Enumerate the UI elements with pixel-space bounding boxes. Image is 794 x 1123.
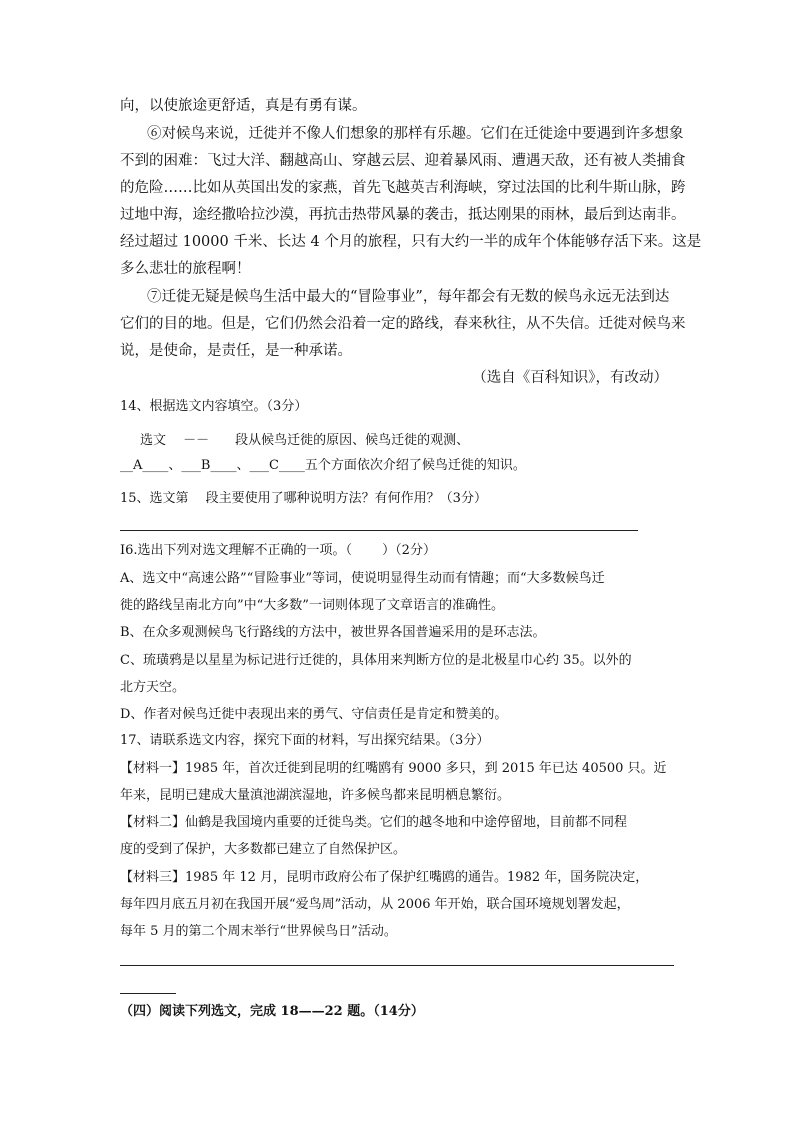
paragraph-6-line: 过地中海，途经撒哈拉沙漠，再抗击热带风暴的袭击，抵达刚果的雨林，最后到达南非。 (120, 207, 686, 223)
paragraph-7-line: ⑦迁徙无疑是候鸟生活中最大的“冒险事业”，每年都会有无数的候鸟永远无法到达 (147, 289, 670, 305)
question-16-title: I6.选出下列对选文理解不正确的一项。（ ）（2分） (120, 543, 436, 558)
paragraph-6-line: 不到的困难：飞过大洋、翻越高山、穿越云层、迎着暴风雨、遭遇天敌，还有被人类捕食 (120, 153, 686, 169)
paragraph-7-line: 说，是使命，是责任，是一种承诺。 (120, 343, 352, 359)
answer-line (120, 530, 638, 531)
section-4-title: （四）阅读下列选文，完成 18——22 题。（14分） (120, 1004, 424, 1019)
paragraph-6-line: ⑥对候鸟来说，迁徙并不像人们想象的那样有乐趣。它们在迁徙途中要遇到许多想象 (147, 126, 684, 142)
paragraph-6-line: 经过超过 10000 千米、长达 4 个月的旅程，只有大约一半的成年个体能够存活下来。这是 (120, 234, 702, 250)
option-c-line: C、琉璜鸦是以星星为标记进行迁徙的，具体用来判断方位的是北极星巾心约 35。以外的 (120, 653, 632, 668)
source-note: （选自《百科知识》，有改动） (472, 370, 668, 386)
answer-line (120, 965, 674, 966)
footnote-divider (120, 993, 176, 994)
material-1-line: 【材料一】1985 年，首次迁徙到昆明的红嘴鸥有 9000 多只，到 2015 年已达 40500 只。近 (120, 761, 667, 776)
question-17-title: 17、请联系选文内容，探究下面的材料，写出探究结果。（3分） (120, 733, 490, 748)
paragraph-7-line: 它们的目的地。但是，它们仍然会沿着一定的路线，春来秋往，从不失信。迁徙对候鸟来 (120, 316, 686, 332)
question-14-title: 14、根据选文内容填空。（3分） (120, 399, 308, 414)
material-2-line: 度的受到了保护，大多数都已建立了自然保护区。 (120, 842, 407, 857)
option-a-line: A、选文中“高速公路”“冒险事业”等词，使说明显得生动而有情趣；而“大多数候鸟迁 (120, 571, 605, 586)
option-b-line: B、在众多观测候鸟飞行路线的方法中，被世界各国普遍采用的是环志法。 (120, 625, 546, 640)
paragraph-6-line: 多么悲壮的旅程啊！ (120, 261, 251, 277)
passage-line-top: 向，以使旅途更舒适，真是有勇有谋。 (120, 98, 367, 114)
material-3-line: 每年 5 月的第二个周末举行“世界候鸟日”活动。 (120, 924, 397, 939)
option-c-line: 北方天空。 (120, 680, 186, 695)
material-3-line: 每年四月底五月初在我国开展“爱鸟周”活动，从 2006 年开始，联合国环境规划署发起， (120, 897, 630, 912)
option-a-line: 徙的路线呈南北方向”中“大多数”一词则体现了文章语言的准确性。 (120, 598, 504, 613)
material-1-line: 年来，昆明已建成大量滇池湖滨湿地，许多候鸟都来昆明栖息繁衍。 (120, 788, 511, 803)
question-14-line-1: 选文 －－ 段从候鸟迁徙的原因、候鸟迁徙的观测、 (140, 433, 470, 448)
question-15-title: 15、选文第 段主要使用了哪种说明方法？有何作用？（3分） (120, 491, 487, 506)
option-d-line: D、作者对候鸟迁徙中表现出来的勇气、守信责任是肯定和赞美的。 (120, 707, 508, 722)
question-14-line-2: __A____、___B____、___C____五个方面依次介绍了候鸟迁徙的知识。 (120, 458, 526, 473)
paragraph-6-line: 的危险……比如从英国出发的家燕，首先飞越英吉利海峡，穿过法国的比利牛斯山脉，跨 (120, 180, 686, 196)
material-2-line: 【材料二】仙鹤是我国境内重要的迁徙鸟类。它们的越冬地和中途停留地，目前都不同程 (120, 815, 628, 830)
material-3-line: 【材料三】1985 年 12 月，昆明市政府公布了保护红嘴鸥的通告。1982 年，国务院决定， (120, 870, 649, 885)
